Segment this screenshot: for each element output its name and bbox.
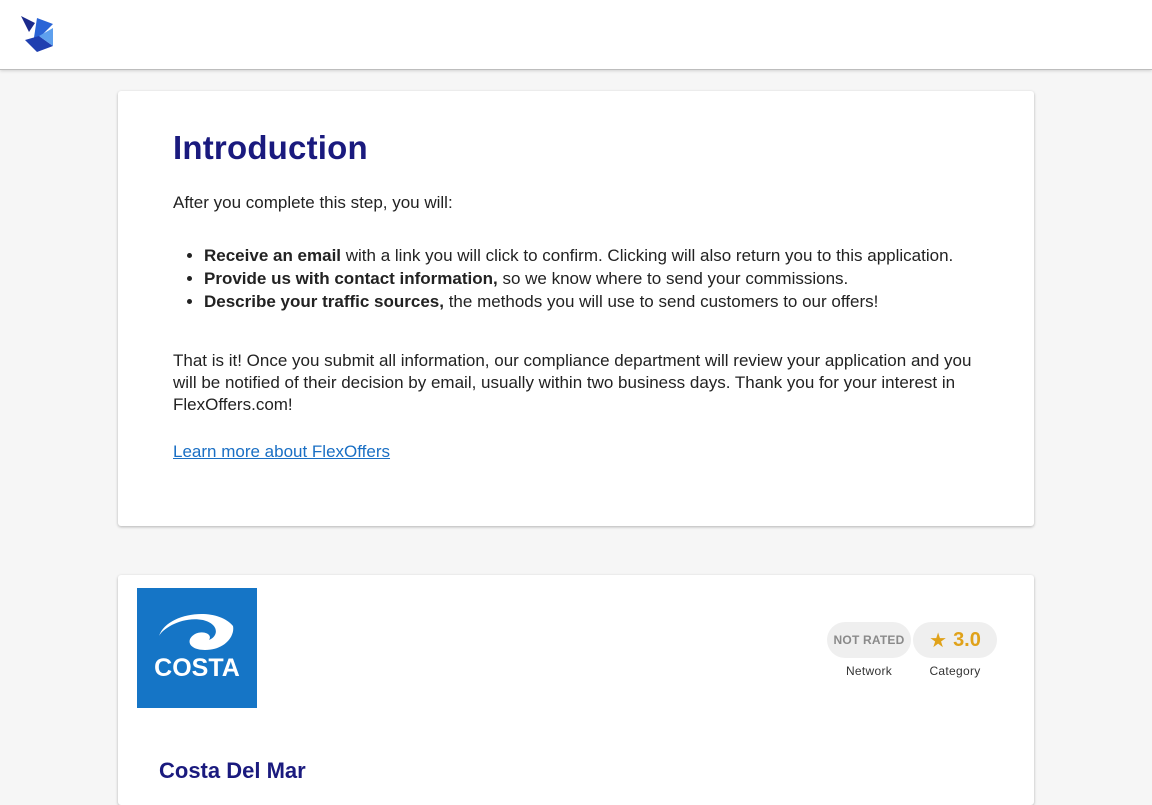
flexoffers-logo-icon[interactable] — [19, 14, 55, 54]
list-item: • Receive an email with a link you will click to confirm. Clicking will also return you to this application. — [204, 244, 1004, 267]
introduction-card — [118, 91, 1034, 526]
costa-wave-icon — [137, 588, 257, 708]
list-item: • Provide us with contact information, so we know where to send your commissions. — [204, 267, 1004, 290]
not-rated-badge — [827, 622, 911, 658]
top-bar — [0, 0, 1152, 70]
list-item: • Describe your traffic sources, the methods you will use to send customers to our offers! — [204, 290, 1004, 313]
category-rating-badge — [913, 622, 997, 658]
page-title: Introduction — [173, 129, 368, 166]
costa-logo-text: COSTA — [154, 654, 240, 682]
star-icon: ★ — [929, 629, 948, 652]
learn-more-link[interactable]: Learn more about FlexOffers — [173, 442, 391, 461]
network-rating — [827, 622, 911, 678]
network-label: Network — [845, 664, 893, 678]
steps-list — [204, 244, 1004, 313]
category-label: Category — [929, 664, 981, 678]
intro-paragraph: That is it! Once you submit all information, our compliance department will review your application and you will be notified of their decision by email, usually within two business days. Thank you for your interest in FlexOffers.com! — [173, 351, 972, 414]
offer-card[interactable] — [118, 575, 1034, 805]
network-badge-text: NOT RATED — [833, 633, 905, 647]
costa-logo[interactable] — [137, 588, 257, 708]
category-rating-value: 3.0 — [953, 628, 981, 651]
offer-name[interactable]: Costa Del Mar — [159, 758, 306, 783]
intro-lead-text: After you complete this step, you will: — [173, 193, 453, 212]
category-rating — [913, 622, 997, 678]
